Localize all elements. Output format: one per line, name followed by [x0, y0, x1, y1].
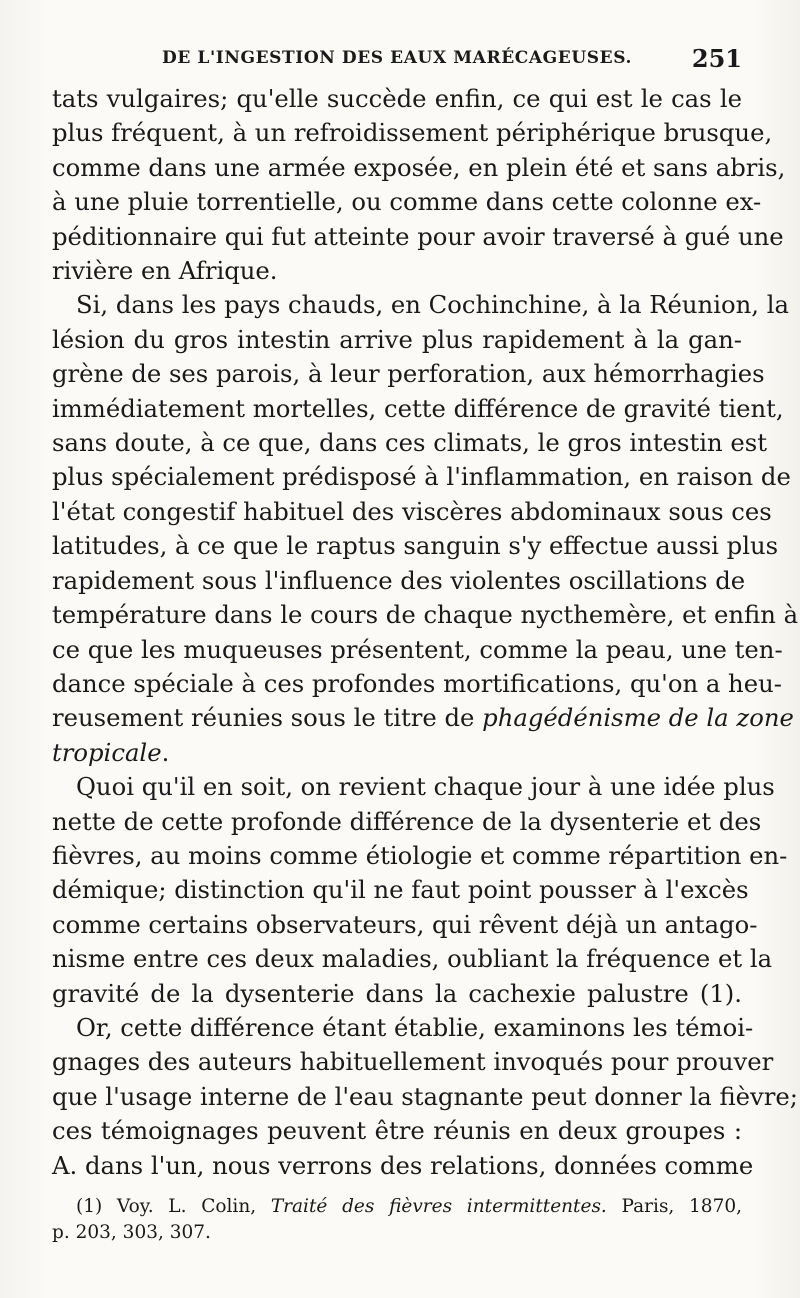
text-line: comme dans une armée exposée, en plein été et sans abris, — [52, 152, 786, 182]
page-number: 251 — [691, 44, 742, 73]
text-line: rapidement sous l'influence des violentes oscillations de — [52, 565, 746, 595]
text-line: grène de ses parois, à leur perforation, aux hémorrhagies — [52, 359, 765, 389]
footnotes — [52, 1194, 742, 1246]
paragraph-3 — [52, 770, 788, 1011]
text-line: gravité de la dysenterie dans la cachexie palustre (1). — [52, 978, 742, 1008]
text-line: dance spéciale à ces profondes mortifications, qu'on a heu- — [52, 668, 782, 698]
footnote-place-year: Paris, 1870, — [621, 1196, 742, 1217]
text-line: Si, dans les pays chauds, en Cochinchine, à la Réunion, la — [76, 290, 789, 320]
text-line: A. dans l'un, nous verrons des relations, données comme — [52, 1150, 754, 1180]
paragraph-2 — [52, 288, 799, 770]
text-line: l'état congestif habituel des viscères abdominaux sous ces — [52, 496, 772, 526]
text-line: Quoi qu'il en soit, on revient chaque jour à une idée plus — [76, 772, 775, 802]
text-line: ce que les muqueuses présentent, comme la peau, une ten- — [52, 634, 783, 664]
paragraph-1 — [52, 82, 786, 288]
text-line-mixed — [52, 701, 794, 735]
footnote-line — [52, 1194, 742, 1220]
body-text — [52, 82, 799, 1183]
italic-term-end: tropicale — [52, 737, 162, 767]
text-line: Or, cette différence étant établie, examinons les témoi- — [76, 1012, 754, 1042]
text-line: comme certains observateurs, qui rêvent déjà un antago- — [52, 909, 758, 939]
running-title: DE L'INGESTION DES EAUX MARÉCAGEUSES. — [162, 48, 633, 68]
text-line: à une pluie torrentielle, ou comme dans cette colonne ex- — [52, 187, 762, 217]
text-run: reusement réunies sous le titre de — [52, 703, 475, 733]
text-line: fièvres, au moins comme étiologie et comme répartition en- — [52, 840, 788, 870]
text-line: rivière en Afrique. — [52, 256, 278, 286]
paragraph-4 — [52, 1011, 798, 1183]
text-line: que l'usage interne de l'eau stagnante peut donner la fièvre; — [52, 1081, 798, 1111]
footnote-title: Traité des fièvres intermittentes. — [270, 1196, 607, 1217]
running-head — [52, 44, 742, 76]
text-line: lésion du gros intestin arrive plus rapidement à la gan- — [52, 324, 742, 354]
footnote-pages: p. 203, 303, 307. — [52, 1222, 211, 1243]
text-line: tats vulgaires; qu'elle succède enfin, ce qui est le cas le — [52, 84, 742, 113]
text-line: péditionnaire qui fut atteinte pour avoir traversé à gué une — [52, 221, 784, 251]
italic-term: phagédénisme de la zone — [482, 703, 794, 733]
text-line: plus fréquent, à un refroidissement périphérique brusque, — [52, 118, 773, 148]
text-line: sans doute, à ce que, dans ces climats, le gros intestin est — [52, 428, 767, 458]
footnote-marker: (1) Voy. L. Colin, — [76, 1196, 257, 1217]
text-line: nette de cette profonde différence de la dysenterie et des — [52, 806, 762, 836]
text-run: . — [161, 737, 170, 767]
text-line: gnages des auteurs habituellement invoqués pour prouver — [52, 1047, 774, 1077]
text-line: ces témoignages peuvent être réunis en deux groupes : — [52, 1116, 742, 1146]
text-line: immédiatement mortelles, cette différence de gravité tient, — [52, 393, 784, 423]
text-line: latitudes, à ce que le raptus sanguin s'y effectue aussi plus — [52, 531, 779, 561]
text-line: démique; distinction qu'il ne faut point pousser à l'excès — [52, 875, 749, 905]
text-line: température dans le cours de chaque nycthemère, et enfin à — [52, 600, 799, 630]
text-line: plus spécialement prédisposé à l'inflammation, en raison de — [52, 462, 791, 492]
text-line-mixed — [52, 736, 742, 770]
text-line: nisme entre ces deux maladies, oubliant la fréquence et la — [52, 944, 773, 974]
